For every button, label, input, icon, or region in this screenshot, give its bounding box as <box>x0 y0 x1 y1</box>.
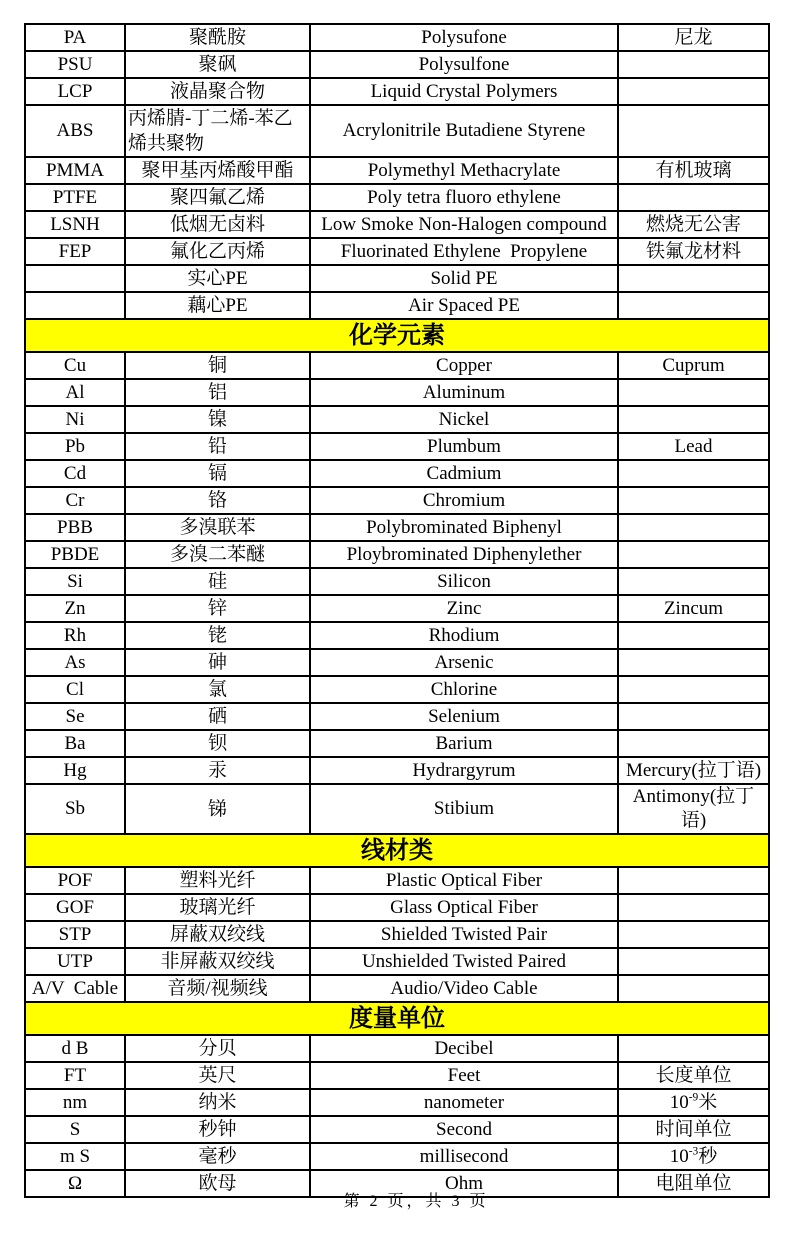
cell-english-name: Fluorinated Ethylene Propylene <box>310 238 618 265</box>
cell-chinese-name: 镉 <box>125 460 310 487</box>
cell-abbreviation: Ni <box>25 406 125 433</box>
table-row <box>25 265 769 292</box>
cell-chinese-name: 秒钟 <box>125 1116 310 1143</box>
cell-chinese-name: 聚甲基丙烯酸甲酯 <box>125 157 310 184</box>
cell-english-name: Feet <box>310 1062 618 1089</box>
cell-chinese-name: 锑 <box>125 784 310 834</box>
section-header-row <box>25 1002 769 1035</box>
cell-english-name: Acrylonitrile Butadiene Styrene <box>310 105 618 157</box>
cell-chinese-name: 低烟无卤料 <box>125 211 310 238</box>
cell-abbreviation: PSU <box>25 51 125 78</box>
cell-note <box>618 184 769 211</box>
cell-chinese-name: 多溴二苯醚 <box>125 541 310 568</box>
cell-chinese-name: 塑料光纤 <box>125 867 310 894</box>
cell-chinese-name: 铝 <box>125 379 310 406</box>
table-row <box>25 595 769 622</box>
table-row <box>25 184 769 211</box>
cell-chinese-name: 纳米 <box>125 1089 310 1116</box>
cell-abbreviation: A/V Cable <box>25 975 125 1002</box>
cell-note <box>618 730 769 757</box>
cell-note <box>618 51 769 78</box>
table-row <box>25 24 769 51</box>
cell-chinese-name: 锌 <box>125 595 310 622</box>
table-row <box>25 157 769 184</box>
cell-english-name: Low Smoke Non-Halogen compound <box>310 211 618 238</box>
terminology-table <box>24 23 770 1198</box>
table-row <box>25 541 769 568</box>
cell-note: 铁氟龙材料 <box>618 238 769 265</box>
cell-note <box>618 514 769 541</box>
cell-english-name: Plumbum <box>310 433 618 460</box>
cell-abbreviation: As <box>25 649 125 676</box>
cell-note: 时间单位 <box>618 1116 769 1143</box>
table-row <box>25 487 769 514</box>
cell-abbreviation: Cr <box>25 487 125 514</box>
cell-english-name: Aluminum <box>310 379 618 406</box>
note-base: 10 <box>669 1091 689 1113</box>
cell-abbreviation: PBDE <box>25 541 125 568</box>
cell-english-name: Nickel <box>310 406 618 433</box>
cell-english-name: Polybrominated Biphenyl <box>310 514 618 541</box>
cell-note: Lead <box>618 433 769 460</box>
cell-note: 尼龙 <box>618 24 769 51</box>
table-row <box>25 238 769 265</box>
cell-english-name: Copper <box>310 352 618 379</box>
table-row <box>25 78 769 105</box>
cell-note <box>618 105 769 157</box>
cell-english-name: Chromium <box>310 487 618 514</box>
cell-english-name: millisecond <box>310 1143 618 1170</box>
cell-abbreviation: FT <box>25 1062 125 1089</box>
cell-english-name: Silicon <box>310 568 618 595</box>
cell-chinese-name: 丙烯腈-丁二烯-苯乙烯共聚物 <box>125 105 310 157</box>
cell-chinese-name: 汞 <box>125 757 310 784</box>
cell-english-name: Solid PE <box>310 265 618 292</box>
cell-chinese-name: 铬 <box>125 487 310 514</box>
cell-english-name: Zinc <box>310 595 618 622</box>
table-row <box>25 975 769 1002</box>
cell-note <box>618 894 769 921</box>
cell-note <box>618 975 769 1002</box>
cell-note: Mercury(拉丁语) <box>618 757 769 784</box>
cell-abbreviation: d B <box>25 1035 125 1062</box>
table-row <box>25 1089 769 1116</box>
cell-english-name: Audio/Video Cable <box>310 975 618 1002</box>
section-header-row <box>25 834 769 867</box>
cell-abbreviation: Zn <box>25 595 125 622</box>
cell-english-name: Liquid Crystal Polymers <box>310 78 618 105</box>
cell-english-name: Hydrargyrum <box>310 757 618 784</box>
cell-abbreviation: Al <box>25 379 125 406</box>
table-row <box>25 894 769 921</box>
cell-chinese-name: 英尺 <box>125 1062 310 1089</box>
table-row <box>25 676 769 703</box>
table-row <box>25 568 769 595</box>
cell-abbreviation: Hg <box>25 757 125 784</box>
cell-abbreviation: Rh <box>25 622 125 649</box>
cell-note <box>618 541 769 568</box>
note-suffix: 米 <box>698 1091 718 1113</box>
cell-english-name: Chlorine <box>310 676 618 703</box>
cell-note <box>618 292 769 319</box>
cell-chinese-name: 实心PE <box>125 265 310 292</box>
section-header: 线材类 <box>25 834 769 867</box>
cell-chinese-name: 藕心PE <box>125 292 310 319</box>
cell-english-name: Selenium <box>310 703 618 730</box>
cell-abbreviation: LSNH <box>25 211 125 238</box>
cell-note <box>618 1143 769 1170</box>
cell-note <box>618 379 769 406</box>
table-row <box>25 649 769 676</box>
note-base: 10 <box>669 1145 689 1167</box>
cell-chinese-name: 砷 <box>125 649 310 676</box>
cell-note: Cuprum <box>618 352 769 379</box>
note-suffix: 秒 <box>698 1145 718 1167</box>
cell-chinese-name: 毫秒 <box>125 1143 310 1170</box>
cell-english-name: Cadmium <box>310 460 618 487</box>
cell-abbreviation: Pb <box>25 433 125 460</box>
cell-abbreviation: Sb <box>25 784 125 834</box>
cell-abbreviation: Cd <box>25 460 125 487</box>
cell-english-name: Air Spaced PE <box>310 292 618 319</box>
cell-note <box>618 78 769 105</box>
cell-chinese-name: 欧母 <box>125 1170 310 1197</box>
cell-chinese-name: 音频/视频线 <box>125 975 310 1002</box>
table-row <box>25 292 769 319</box>
cell-abbreviation: m S <box>25 1143 125 1170</box>
cell-english-name: Decibel <box>310 1035 618 1062</box>
cell-note <box>618 921 769 948</box>
cell-note: 长度单位 <box>618 1062 769 1089</box>
table-row <box>25 211 769 238</box>
cell-abbreviation <box>25 292 125 319</box>
table-row <box>25 460 769 487</box>
note-superscript-exponent: -9 <box>688 1091 699 1104</box>
cell-english-name: Polysulfone <box>310 51 618 78</box>
cell-abbreviation: PTFE <box>25 184 125 211</box>
table-row <box>25 948 769 975</box>
cell-english-name: nanometer <box>310 1089 618 1116</box>
section-header: 度量单位 <box>25 1002 769 1035</box>
cell-note <box>618 406 769 433</box>
cell-chinese-name: 屏蔽双绞线 <box>125 921 310 948</box>
cell-chinese-name: 氟化乙丙烯 <box>125 238 310 265</box>
cell-note <box>618 1089 769 1116</box>
table-row <box>25 622 769 649</box>
cell-english-name: Ohm <box>310 1170 618 1197</box>
cell-english-name: Stibium <box>310 784 618 834</box>
cell-chinese-name: 多溴联苯 <box>125 514 310 541</box>
cell-note <box>618 867 769 894</box>
cell-chinese-name: 钡 <box>125 730 310 757</box>
cell-chinese-name: 硒 <box>125 703 310 730</box>
cell-abbreviation: S <box>25 1116 125 1143</box>
cell-note <box>618 622 769 649</box>
cell-english-name: Rhodium <box>310 622 618 649</box>
cell-english-name: Arsenic <box>310 649 618 676</box>
table-row <box>25 921 769 948</box>
cell-english-name: Unshielded Twisted Paired <box>310 948 618 975</box>
cell-chinese-name: 分贝 <box>125 1035 310 1062</box>
table-row <box>25 51 769 78</box>
cell-chinese-name: 硅 <box>125 568 310 595</box>
cell-abbreviation: Se <box>25 703 125 730</box>
cell-abbreviation: Ω <box>25 1170 125 1197</box>
cell-abbreviation: nm <box>25 1089 125 1116</box>
table-row <box>25 703 769 730</box>
section-header-row <box>25 319 769 352</box>
cell-chinese-name: 铑 <box>125 622 310 649</box>
cell-english-name: Glass Optical Fiber <box>310 894 618 921</box>
cell-english-name: Barium <box>310 730 618 757</box>
cell-note <box>618 649 769 676</box>
cell-english-name: Shielded Twisted Pair <box>310 921 618 948</box>
cell-note: 燃烧无公害 <box>618 211 769 238</box>
cell-english-name: Polymethyl Methacrylate <box>310 157 618 184</box>
table-row <box>25 379 769 406</box>
cell-note <box>618 568 769 595</box>
table-row <box>25 757 769 784</box>
cell-chinese-name: 铜 <box>125 352 310 379</box>
terminology-table-body <box>25 24 769 1197</box>
cell-note <box>618 948 769 975</box>
cell-note <box>618 460 769 487</box>
cell-abbreviation: PMMA <box>25 157 125 184</box>
note-superscript-exponent: -3 <box>688 1145 699 1158</box>
page-number-footer: 第 2 页，共 3 页 <box>343 1193 489 1210</box>
cell-note <box>618 1035 769 1062</box>
table-row <box>25 730 769 757</box>
table-row <box>25 1143 769 1170</box>
cell-chinese-name: 镍 <box>125 406 310 433</box>
table-row <box>25 433 769 460</box>
cell-chinese-name: 铅 <box>125 433 310 460</box>
table-row <box>25 1035 769 1062</box>
section-header: 化学元素 <box>25 319 769 352</box>
table-row <box>25 867 769 894</box>
cell-note <box>618 265 769 292</box>
table-row <box>25 352 769 379</box>
cell-note <box>618 703 769 730</box>
cell-chinese-name: 玻璃光纤 <box>125 894 310 921</box>
cell-chinese-name: 氯 <box>125 676 310 703</box>
cell-abbreviation: POF <box>25 867 125 894</box>
cell-english-name: Second <box>310 1116 618 1143</box>
cell-abbreviation: PA <box>25 24 125 51</box>
cell-chinese-name: 聚四氟乙烯 <box>125 184 310 211</box>
cell-note: 有机玻璃 <box>618 157 769 184</box>
table-row <box>25 784 769 834</box>
cell-abbreviation: GOF <box>25 894 125 921</box>
table-row <box>25 1116 769 1143</box>
table-row <box>25 1062 769 1089</box>
cell-abbreviation: FEP <box>25 238 125 265</box>
cell-abbreviation: ABS <box>25 105 125 157</box>
cell-abbreviation: Si <box>25 568 125 595</box>
cell-abbreviation: PBB <box>25 514 125 541</box>
cell-abbreviation: Cl <box>25 676 125 703</box>
cell-abbreviation: Ba <box>25 730 125 757</box>
cell-chinese-name: 液晶聚合物 <box>125 78 310 105</box>
cell-note: Antimony(拉丁语) <box>618 784 769 834</box>
cell-note: Zincum <box>618 595 769 622</box>
cell-english-name: Ploybrominated Diphenylether <box>310 541 618 568</box>
cell-chinese-name: 聚砜 <box>125 51 310 78</box>
cell-english-name: Polysufone <box>310 24 618 51</box>
cell-abbreviation <box>25 265 125 292</box>
cell-note <box>618 487 769 514</box>
cell-chinese-name: 聚酰胺 <box>125 24 310 51</box>
cell-abbreviation: UTP <box>25 948 125 975</box>
table-row <box>25 105 769 157</box>
cell-abbreviation: LCP <box>25 78 125 105</box>
cell-english-name: Poly tetra fluoro ethylene <box>310 184 618 211</box>
cell-note: 电阻单位 <box>618 1170 769 1197</box>
cell-english-name: Plastic Optical Fiber <box>310 867 618 894</box>
table-row <box>25 514 769 541</box>
cell-abbreviation: STP <box>25 921 125 948</box>
cell-note <box>618 676 769 703</box>
cell-abbreviation: Cu <box>25 352 125 379</box>
table-row <box>25 406 769 433</box>
cell-chinese-name: 非屏蔽双绞线 <box>125 948 310 975</box>
